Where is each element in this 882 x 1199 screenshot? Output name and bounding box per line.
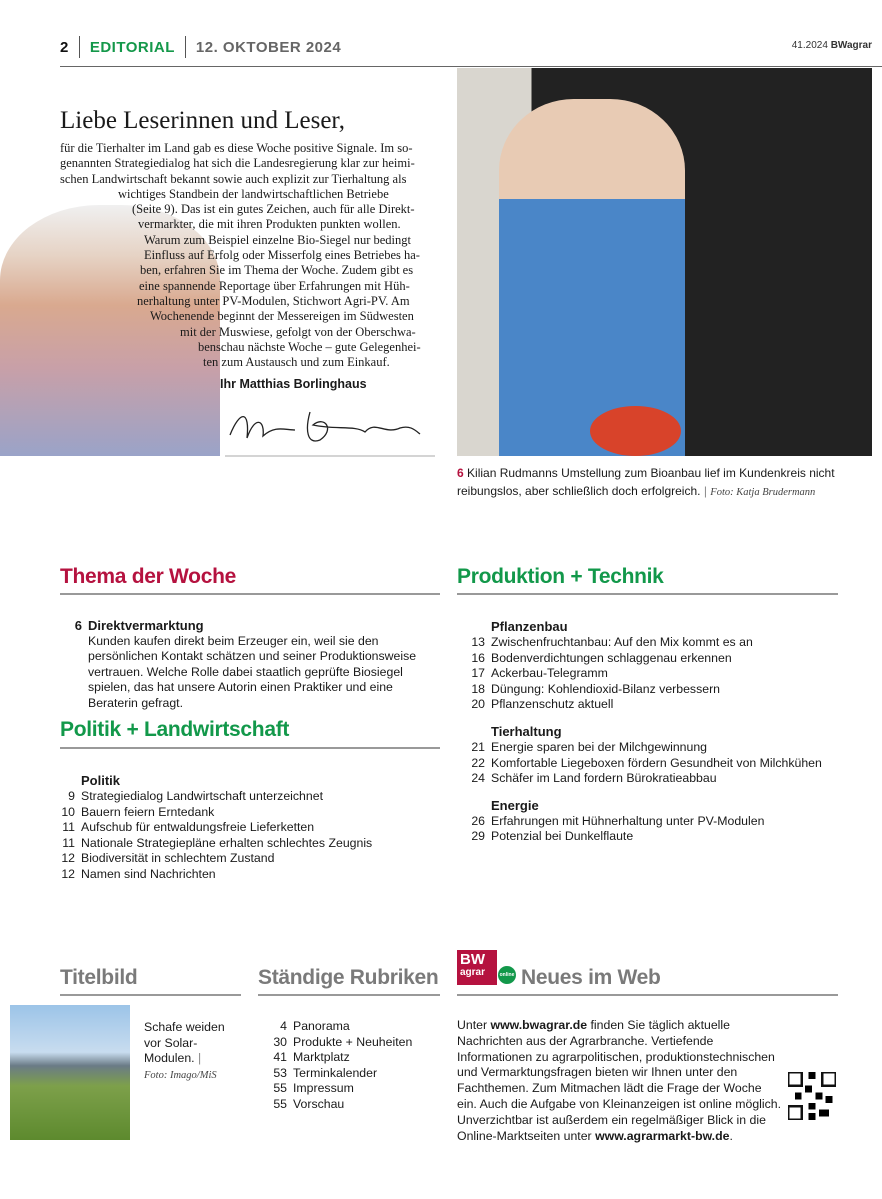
- section-rule: [60, 747, 440, 749]
- toc-title: Panorama: [293, 1019, 350, 1033]
- link-bwagrar[interactable]: www.bwagrar.de: [490, 1018, 588, 1032]
- letter-greeting: Liebe Leserinnen und Leser,: [60, 107, 345, 134]
- page-ref: 11: [62, 820, 75, 835]
- logo-text-agrar: agrar: [460, 967, 486, 978]
- page-number: 2: [60, 38, 69, 56]
- page-ref: 9: [68, 789, 75, 803]
- letter-line: schen Landwirtschaft bekannt sowie auch explizit zur Tierhaltung als: [60, 171, 407, 186]
- toc-title: Terminkalender: [293, 1065, 378, 1080]
- section-title-web: Neues im Web: [521, 966, 661, 989]
- letter-line: genannten Strategiedialog hat sich die Landesregierung klar zur heimi-: [60, 156, 415, 171]
- page-ref: 26: [471, 813, 485, 828]
- toc-entry[interactable]: [252, 1019, 442, 1035]
- thema-headline: Direktvermarktung: [88, 618, 204, 633]
- page-ref: 29: [471, 829, 485, 844]
- handwritten-signature: [225, 400, 435, 458]
- letter-line: vermarkter, die mit ihren Produkten punkten wollen.: [138, 217, 401, 232]
- letter-line: benschau nächste Woche – gute Gelegenhei-: [198, 339, 421, 354]
- produktion-toc: [450, 608, 850, 845]
- toc-title: Energie sparen bei der Milchgewinnung: [491, 739, 708, 754]
- toc-entry[interactable]: [40, 820, 440, 836]
- toc-entry[interactable]: [450, 756, 850, 772]
- issue-label: [792, 40, 872, 51]
- page-ref: 55: [273, 1096, 287, 1111]
- letter-line: (Seite 9). Das ist ein gutes Zeichen, auch für alle Direkt-: [132, 202, 415, 217]
- toc-entry[interactable]: [450, 829, 850, 845]
- toc-title: Namen sind Nachrichten: [81, 866, 216, 881]
- toc-entry[interactable]: [40, 805, 440, 821]
- page-ref: 4: [280, 1019, 287, 1033]
- toc-title: Pflanzenschutz aktuell: [491, 697, 614, 712]
- page-ref: 22: [471, 755, 485, 770]
- link-agrarmarkt[interactable]: www.agrarmarkt-bw.de: [595, 1128, 730, 1143]
- editorial-letter: [60, 141, 450, 370]
- web-text-part: finden Sie täglich aktuelle Nachrichten aus der Agrarbranche. Vertiefende Informationen zu agrarpolitischen, produktionstechnischen und Vermarktungsfragen bieten wir Ihnen unter den Fachthemen. Zum Mitmachen lädt die Frage der Woche ein. Auch die Aufgabe von Kleinanzeigen ist online möglich. Unverzichtbar ist außerdem ein regelmäßiger Blick in die Online-Marktseiten unter: [457, 1018, 782, 1143]
- toc-title: Komfortable Liegeboxen fördern Gesundheit von Milchkühen: [491, 755, 822, 770]
- toc-entry[interactable]: [450, 666, 850, 682]
- toc-entry[interactable]: [450, 740, 850, 756]
- section-rule: [457, 593, 838, 595]
- toc-title: Schäfer im Land fordern Bürokratieabbau: [491, 771, 717, 786]
- toc-title: Potenzial bei Dunkelflaute: [491, 829, 634, 844]
- politik-toc: [40, 762, 440, 883]
- toc-entry[interactable]: [450, 814, 850, 830]
- section-rule: [60, 593, 440, 595]
- toc-entry[interactable]: [252, 1066, 442, 1082]
- toc-title: Aufschub für entwaldungsfreie Lieferketten: [81, 820, 315, 835]
- page-ref: 17: [471, 666, 485, 681]
- page-ref: 55: [273, 1081, 287, 1096]
- toc-entry[interactable]: [252, 1050, 442, 1066]
- letter-line: nerhaltung unter PV-Modulen, Stichwort Agri-PV. Am: [137, 293, 410, 308]
- page-ref: 12: [61, 866, 75, 881]
- photo-caption: 6 Kilian Rudmanns Umstellung zum Bioanbau lief im Kundenkreis nicht reibungslos, aber schließlich doch erfolgreich. | Foto: Katja Brudermann: [457, 466, 835, 498]
- thema-description: Kunden kaufen direkt beim Erzeuger ein, weil sie den persönlichen Kontakt schätzen und seiner Produktionsweise vertrauen. Welche Rolle dabei staatlich geprüfte Biosiegel spielen, das hat unsere Autorin einen Praktiker und eine Beraterin gefragt.: [88, 633, 417, 710]
- toc-entry[interactable]: [252, 1081, 442, 1097]
- brand: BWagrar: [830, 40, 872, 51]
- toc-title: Vorschau: [293, 1096, 345, 1111]
- caption-page-ref: 6: [457, 466, 464, 480]
- page-ref: 24: [471, 771, 485, 786]
- toc-title: Bodenverdichtungen schlaggenau erkennen: [491, 650, 732, 665]
- page-ref: 18: [471, 681, 485, 696]
- photo-credit: Foto: Katja Brudermann: [710, 487, 816, 498]
- section-title-produktion: Produktion + Technik: [457, 565, 664, 588]
- web-text-part: Unter: [457, 1018, 491, 1032]
- toc-entry[interactable]: [252, 1097, 442, 1113]
- titelbild-caption: Schafe weiden vor Solar-Modulen. | Foto: Imago/MiS: [144, 1020, 225, 1081]
- caption-text: Kilian Rudmanns Umstellung zum Bioanbau lief im Kundenkreis nicht reibungslos, aber schließlich doch erfolgreich.: [457, 466, 835, 498]
- web-text-part: .: [729, 1128, 733, 1143]
- letter-line: ten zum Austausch und zum Einkauf.: [203, 355, 390, 370]
- toc-entry[interactable]: [40, 789, 440, 805]
- section-rule: [258, 994, 440, 996]
- section-rule: [60, 994, 241, 996]
- letter-line: Warum zum Beispiel einzelne Bio-Siegel nur bedingt: [144, 232, 411, 247]
- toc-entry[interactable]: [40, 867, 440, 883]
- letter-line: Wochenende beginnt der Messereigen im Südwesten: [150, 309, 414, 324]
- toc-title: Produkte + Neuheiten: [293, 1034, 413, 1049]
- page-ref: 30: [273, 1034, 287, 1049]
- toc-entry[interactable]: [450, 697, 850, 713]
- photo-credit: Foto: Imago/MiS: [144, 1069, 217, 1081]
- section-rule: [457, 994, 838, 996]
- letter-line: Einfluss auf Erfolg oder Misserfolg eines Betriebes ha-: [144, 248, 420, 263]
- page-ref: 12: [61, 851, 75, 866]
- toc-title: Ackerbau-Telegramm: [491, 666, 608, 681]
- section-title-thema: Thema der Woche: [60, 565, 236, 588]
- toc-entry[interactable]: [252, 1035, 442, 1051]
- letter-line: mit der Muswiese, gefolgt von der Oberschwa-: [180, 324, 416, 339]
- letter-line: für die Tierhalter im Land gab es diese Woche positive Signale. Im so-: [60, 141, 413, 155]
- toc-title: Marktplatz: [293, 1050, 350, 1065]
- toc-entry[interactable]: [450, 771, 850, 787]
- qr-code[interactable]: [788, 1072, 836, 1120]
- logo-online-badge: online: [498, 966, 516, 984]
- rubriken-toc: [252, 1019, 442, 1113]
- page-header: [60, 36, 341, 58]
- page-ref: 11: [62, 835, 75, 850]
- page-ref: 21: [471, 739, 485, 754]
- page-ref: 10: [61, 804, 75, 819]
- toc-title: Düngung: Kohlendioxid-Bilanz verbessern: [491, 681, 720, 696]
- section-label: EDITORIAL: [89, 38, 175, 56]
- section-title-rubriken: Ständige Rubriken: [258, 966, 439, 989]
- section-title-titelbild: Titelbild: [60, 966, 138, 989]
- web-text: [457, 1018, 782, 1144]
- toc-subheading: Energie: [491, 797, 539, 813]
- toc-title: Biodiversität in schlechtem Zustand: [81, 851, 275, 866]
- toc-subheading: Politik: [81, 773, 121, 788]
- page-ref: 13: [471, 635, 485, 649]
- toc-entry[interactable]: [450, 651, 850, 667]
- toc-title: Erfahrungen mit Hühnerhaltung unter PV-Modulen: [491, 813, 765, 828]
- page-ref: 20: [471, 697, 485, 712]
- toc-subheading: Tierhaltung: [491, 723, 562, 739]
- page-ref: 41: [273, 1050, 287, 1065]
- divider: [79, 36, 80, 58]
- letter-line: wichtiges Standbein der landwirtschaftlichen Betriebe: [118, 186, 389, 201]
- cover-photo-farmer-chalkboard: [457, 68, 872, 456]
- page-ref: 6: [74, 618, 82, 633]
- issue-number: 41.2024: [791, 40, 828, 51]
- letter-signoff: Ihr Matthias Borlinghaus: [220, 377, 367, 391]
- logo-text-bw: BW: [460, 951, 485, 968]
- toc-title: Impressum: [293, 1081, 354, 1096]
- toc-title: Bauern feiern Erntedank: [81, 804, 215, 819]
- toc-subheading: Pflanzenbau: [491, 619, 568, 634]
- toc-entry[interactable]: [450, 635, 850, 651]
- header-rule: [60, 66, 882, 67]
- section-title-politik: Politik + Landwirtschaft: [60, 718, 290, 741]
- toc-entry[interactable]: [40, 836, 440, 852]
- titelbild-text: Schafe weiden vor Solar-Modulen.: [144, 1020, 225, 1066]
- cover-thumbnail-sheep-solar: [10, 1005, 130, 1140]
- page-ref: 53: [273, 1065, 287, 1080]
- toc-title: Zwischenfruchtanbau: Auf den Mix kommt es an: [491, 635, 753, 649]
- toc-entry[interactable]: [450, 682, 850, 698]
- letter-line: ben, erfahren Sie im Thema der Woche. Zudem gibt es: [140, 263, 414, 278]
- letter-line: eine spannende Reportage über Erfahrungen mit Hüh-: [139, 278, 410, 293]
- issue-date: 12. OKTOBER 2024: [195, 38, 342, 56]
- toc-title: Strategiedialog Landwirtschaft unterzeichnet: [81, 789, 323, 803]
- thema-entry[interactable]: [60, 618, 440, 712]
- toc-entry[interactable]: [40, 851, 440, 867]
- bwagrar-online-logo: [457, 950, 515, 985]
- divider: [185, 36, 186, 58]
- page-ref: 16: [471, 650, 485, 665]
- toc-title: Nationale Strategiepläne erhalten schlechtes Zeugnis: [81, 835, 373, 850]
